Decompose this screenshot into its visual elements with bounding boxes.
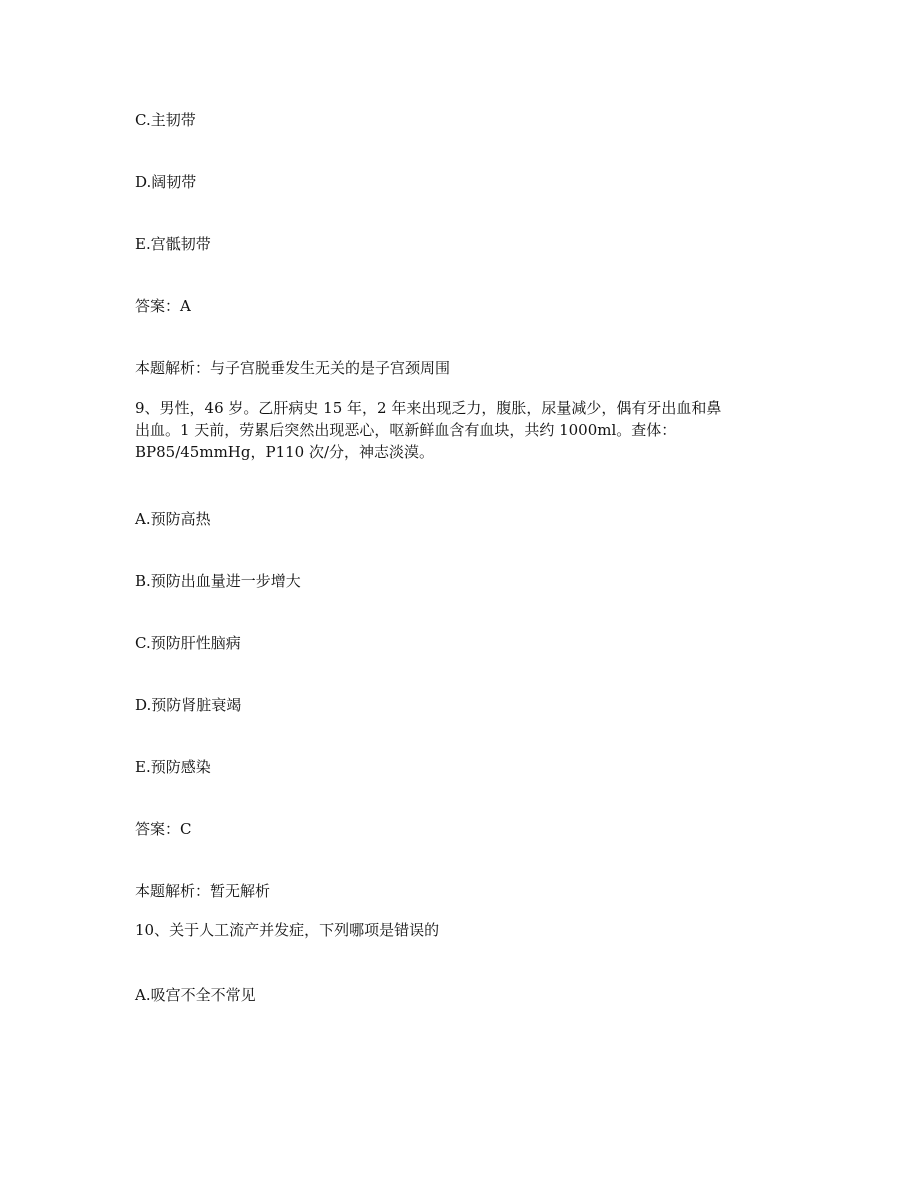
q9-explanation: 本题解析：暂无解析 (135, 882, 271, 900)
q9-stem (135, 397, 785, 463)
q8-option-e: E.宫骶韧带 (135, 235, 211, 253)
q8-explanation: 本题解析：与子宫脱垂发生无关的是子宫颈周围 (135, 359, 451, 377)
q9-stem-line: BP85/45mmHg，P110 次/分，神志淡漠。 (135, 443, 435, 461)
q9-option-c: C.预防肝性脑病 (135, 634, 241, 652)
q8-option-d: D.阔韧带 (135, 173, 197, 191)
q8-answer: 答案：A (135, 297, 191, 315)
q10-option-a: A.吸宫不全不常见 (135, 986, 256, 1004)
q9-option-a: A.预防高热 (135, 510, 211, 528)
q8-option-c: C.主韧带 (135, 111, 196, 129)
q9-option-e: E.预防感染 (135, 758, 211, 776)
q10-stem: 10、关于人工流产并发症，下列哪项是错误的 (135, 921, 440, 939)
q9-stem-line: 出血。1 天前，劳累后突然出现恶心，呕新鲜血含有血块，共约 1000ml。查体： (135, 421, 677, 439)
q9-option-d: D.预防肾脏衰竭 (135, 696, 242, 714)
q9-stem-line: 9、男性，46 岁。乙肝病史 15 年，2 年来出现乏力，腹胀，尿量减少，偶有牙出血和鼻 (135, 399, 722, 417)
q9-option-b: B.预防出血量进一步增大 (135, 572, 301, 590)
q9-answer: 答案：C (135, 820, 192, 838)
